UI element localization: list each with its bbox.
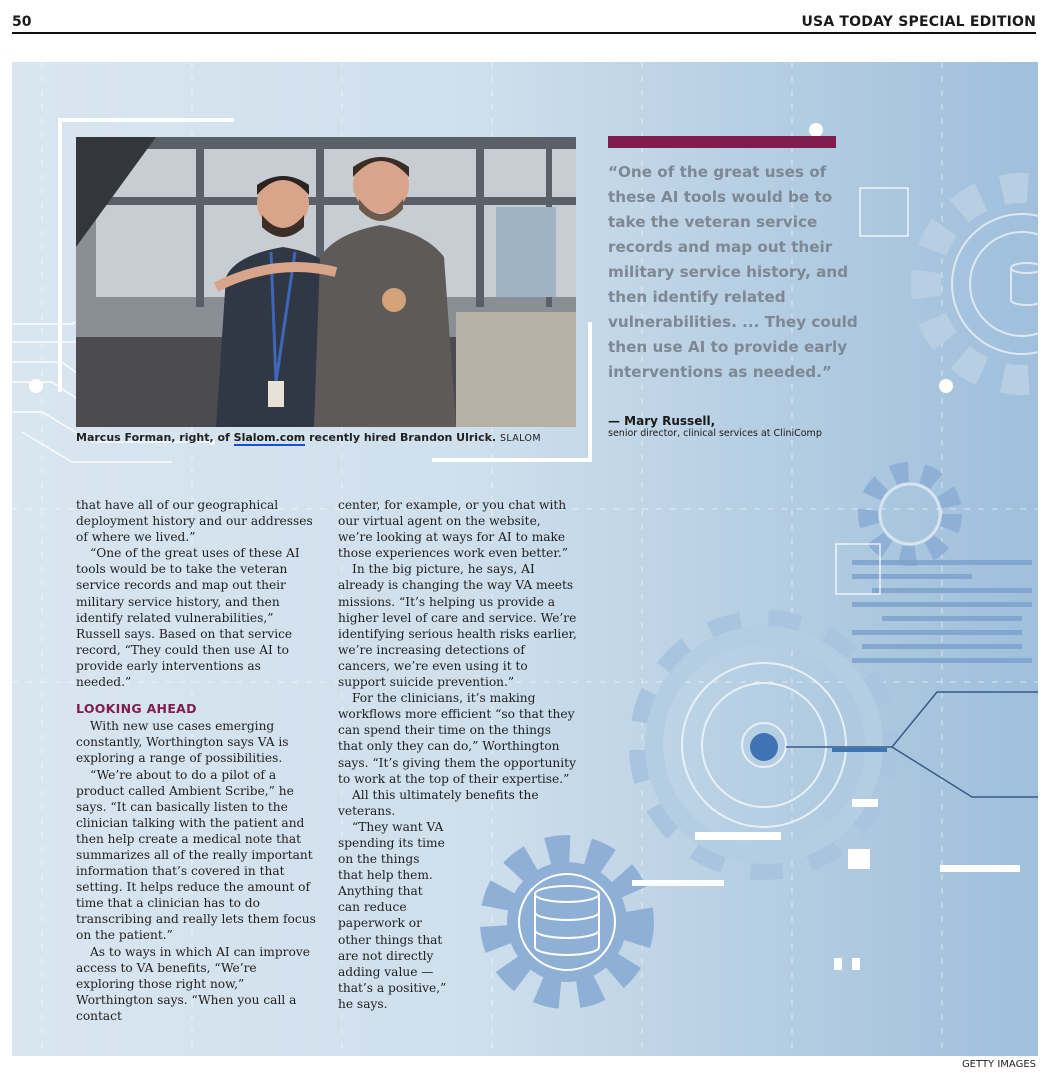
section-subhead: LOOKING AHEAD — [76, 701, 197, 717]
pull-quote-accent-bar — [608, 136, 836, 148]
image-credit: GETTY IMAGES — [961, 1059, 1036, 1070]
photo-caption — [76, 431, 596, 444]
publication-name: USA TODAY SPECIAL EDITION — [801, 14, 1036, 30]
paragraph: With new use cases emerging constantly, Worthington says VA is exploring a range of possibilities. — [76, 719, 289, 766]
paragraph: All this ultimately benefits the veterans. — [338, 787, 539, 818]
page-number: 50 — [12, 14, 32, 30]
photo-credit: SLALOM — [499, 433, 542, 444]
paragraph: “We’re about to do a pilot of a product called Ambient Scribe,” he says. “It can basically listen to the clinician talking with the patient and then help create a medical note that summarizes all of the really important information that’s covered in that setting. It helps reduce the amount of time that a clinician has to do transcribing and really lets them focus on the patient.” — [76, 767, 316, 943]
caption-link[interactable]: Slalom.com — [233, 431, 306, 444]
photo — [76, 137, 576, 427]
article-column-2 — [338, 497, 578, 1012]
caption-text-end: recently hired Brandon Ulrick. — [305, 431, 497, 444]
attribution-name: — Mary Russell, — [608, 414, 716, 428]
attribution-title: senior director, clinical services at CliniComp — [608, 428, 822, 439]
paragraph: In the big picture, he says, AI already is changing the way VA meets missions. “It’s helping us provide a higher level of care and service. We’re identifying serious health risks earlier, we’re increasing detections of cancers, we’re even using it to support suicide prevention.” — [338, 562, 577, 690]
article-column-1 — [76, 497, 316, 1024]
paragraph: “They want VA spending its time on the things that help them. Anything that can reduce paperwork or other things that are not directly adding value — that’s a positive,” he says. — [338, 819, 447, 1011]
paragraph: center, for example, or you chat with our virtual agent on the website, we’re looking at ways for AI to make those experiences work even better.” — [338, 498, 568, 561]
paragraph: As to ways in which AI can improve access to VA benefits, “We’re exploring those right now,” Worthington says. “When you call a contact — [76, 944, 310, 1023]
caption-text: Marcus Forman, right, of — [76, 431, 234, 444]
photo-image — [76, 137, 576, 427]
paragraph: that have all of our geographical deployment history and our addresses of where we lived.” — [76, 498, 313, 545]
page-header — [12, 14, 1036, 34]
paragraph: “One of the great uses of these AI tools would be to take the veteran service records and map out their military service history, and then identify related vulnerabilities,” Russell says. Based on that service record, “They could then use AI to provide early interventions as needed.” — [76, 546, 300, 690]
pull-quote-attribution — [608, 414, 868, 439]
paragraph: For the clinicians, it’s making workflows more efficient “so that they can spend their time on the things that only they can do,” Worthington says. “It’s giving them the opportunity to work at the top of their expertise.” — [338, 691, 576, 786]
pull-quote: “One of the great uses of these AI tools would be to take the veteran service records and map out their military service history, and then identify related vulnerabilities. ... They could then use AI to provide early interventions as needed.” — [608, 163, 858, 381]
